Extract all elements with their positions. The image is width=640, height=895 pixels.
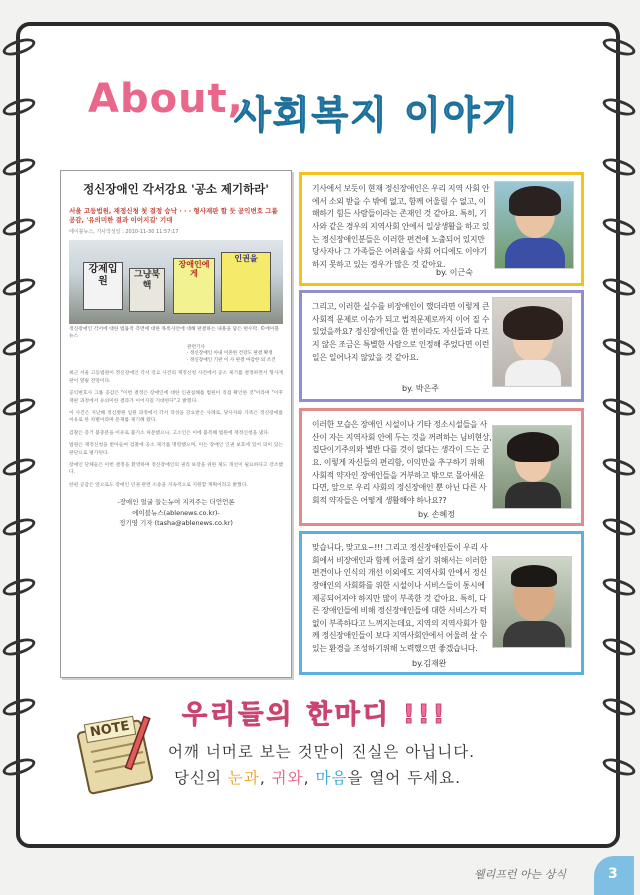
protest-sign: 그냥북핵: [129, 268, 165, 312]
note-pad-illustration: [75, 712, 159, 798]
article-footer: -장애인 얼굴 들는뉴여 지켜주는 더언언론 에이블뉴스(ablenews.co.kr)- 정기영 기자 (tasha@ablenews.co.kr): [117, 498, 235, 528]
comment-text: 이러한 모습은 장애인 시설이나 기타 정소시설들을 사산이 자는 지역사회 안에 두는 것을 꺼려하는 님비현상, 집단이기주의와 별반 다를 것이 없다는 생각이 드는 군요. 이렇게 자신들의 편리함, 이익만을 추구하기 위해 사회적 약자인 장애인들을 거부하고 밖으로 몰아세운다면, 앞으로 우리 사회의 정신장애인 뿐 아닌 다른 사회적 약자들은 어떻게 생활해야 하나요??: [312, 420, 492, 505]
quote-line-1: 어깨 너머로 보는 것만이 진실은 아닙니다.: [168, 743, 476, 761]
comment-box-2: [299, 290, 584, 402]
note-label: NOTE: [84, 716, 136, 743]
quote-line-2: 당신의 눈과, 귀와, 마음을 열어 두세요.: [174, 769, 462, 787]
bottom-heading: 우리들의 한마디 !!!: [182, 700, 448, 730]
protest-sign: 강제입원: [83, 262, 123, 310]
article-paragraph: 최근 서울 고등법원이 정신장애인 각서 강요 사건의 재정신청 사건에서 공소 제기를 결정하면서 형사재판이 열릴 전망이다.: [69, 371, 283, 384]
author-photo: [492, 556, 572, 648]
comment-text: 그리고, 이러한 실수를 비장애인이 했더라면 이렇게 큰 사회적 문제로 이슈가 되고 법적문제로까지 이어 질 수 있었을까요? 정신장애인을 한 번이라도 자신들과 다르지 않은 조금은 특별한 사람으로 인정해 주었다면 이런 일은 일어나지 않았을 것 같아요.: [312, 302, 490, 362]
protest-sign: 장애인에게: [173, 258, 215, 314]
article-paragraph: 법원은 재정신청을 받아들여 검찰에 공소 제기를 명령했으며, 이는 장애인 인권 보호에 있어 의미 있는 판단으로 평가된다.: [69, 443, 283, 456]
article-related-box: 관련기사 · 정신장애인 아내 이혼한 건강도 판결 확정 · 정신장애인 기관 이 사 판결 마감한 외 조건: [187, 344, 276, 364]
article-paragraph: 장애인 단체들은 이번 결정을 환영하며 정신장애인의 권리 보장을 위한 제도 개선이 필요하다고 강조했다.: [69, 463, 283, 476]
article-paragraph: 공익변호사 그룹 공감은 "이번 결정은 장애인에 대한 인권침해를 법원이 직접 확인한 것"이라며 "이후 재판 과정에서 유의미한 결과가 이어지길 기대한다"고 밝혔다.: [69, 391, 283, 404]
article-meta: 에이블뉴스, 기사작성일 : 2010-11-30 11:57:17: [69, 229, 179, 236]
title-main: 사회복지 이야기: [234, 93, 521, 137]
title-about: About,: [88, 76, 244, 122]
highlight-ears: 귀와: [271, 769, 304, 787]
comment-box-1: [299, 172, 584, 286]
article-body: [69, 370, 283, 489]
article-paragraph: 한편 공감은 앞으로도 장애인 인권 관련 소송을 지속적으로 지원할 계획이라고 밝혔다.: [69, 482, 248, 488]
comment-text: 기사에서 보듯이 현재 정신장애인은 우리 지역 사회 안에서 소외 받을 수 밖에 없고, 함께 어울릴 수 없고, 이해하기 힘든 사람들이라는 존재인 것 같아요. 특히, 기사와 같은 경우의 지역사회 안에서 일상생활을 하고 있는 정신장애인분들은 이러한 편견에 노출되어 있지만 당사자나 그 가족들은 어려움을 사회 어디에도 이야기 하지 못하고 있는 경우가 많은 것 같아요.: [312, 184, 490, 269]
comment-author: by. 이근숙: [436, 268, 473, 277]
article-photo-caption: 정신장애인 각서에 대한 법률적 측면에 대한 목록사안에 대해 판결하는 내용을 담은 현수막. ©에이블뉴스: [69, 327, 279, 339]
article-paragraph: 검찰은 증거 불충분을 이유로 불기소 처분했으나, 고소인은 이에 불복해 법원에 재정신청을 냈다.: [69, 430, 270, 436]
comment-box-4: [299, 531, 584, 675]
page-number: 3: [594, 856, 634, 895]
highlight-eyes: 눈과: [227, 769, 260, 787]
author-photo: [492, 297, 572, 387]
author-photo: [494, 181, 574, 269]
article-headline: 정신장애인 각서강요 '공소 제기하라': [83, 182, 269, 196]
footer-tagline: 웰리프런 아는 상식: [474, 868, 567, 881]
article-paragraph: 이 사건은 지난해 정신병원 입원 과정에서 각서 작성을 강요받은 사례로, 당사자와 가족은 정신장애를 이유로 한 차별이라며 문제를 제기해 왔다.: [69, 410, 283, 424]
protest-sign: 인권을: [221, 252, 271, 312]
news-article-clipping: [60, 170, 292, 678]
author-photo: [492, 425, 572, 509]
comment-text: 맞습니다, 맞고요~!!! 그리고 정신장애인들이 우리 사회에서 비장애인과 함께 어울려 살기 위해서는 이러한 편견이나 인식의 개선 이외에도 지역사회 안에서 정신장애인의 사회화를 위한 시설이나 서비스들이 통시에 제공되어져야 하지만 많이 부족한 것 같아요. 특히, 다른 장애인들에 비해 정신장애인들에 대한 서비스가 턱 없이 부족하다고 느껴지는데요, 지역의 지역사회가 함께 정신장애인들이 보다 지역사회안에서 어울려 살 수 있는 환경을 조성하기위해 노력했으면 좋겠습니다.: [312, 543, 488, 653]
article-photo: [69, 240, 283, 324]
article-subhead: 서울 고등법원, 재정신청 첫 결정 승낙 · · · 형사재판 할 듯 공익변호 그룹 공감, '유의미한 결과 이어지길' 기대: [69, 207, 278, 225]
comment-author: by. 박은주: [402, 384, 439, 393]
comment-author: by.김재완: [412, 659, 447, 668]
comment-box-3: [299, 408, 584, 526]
comment-author: by. 손혜정: [418, 510, 455, 519]
page-title: [88, 76, 558, 146]
highlight-heart: 마음: [315, 769, 348, 787]
